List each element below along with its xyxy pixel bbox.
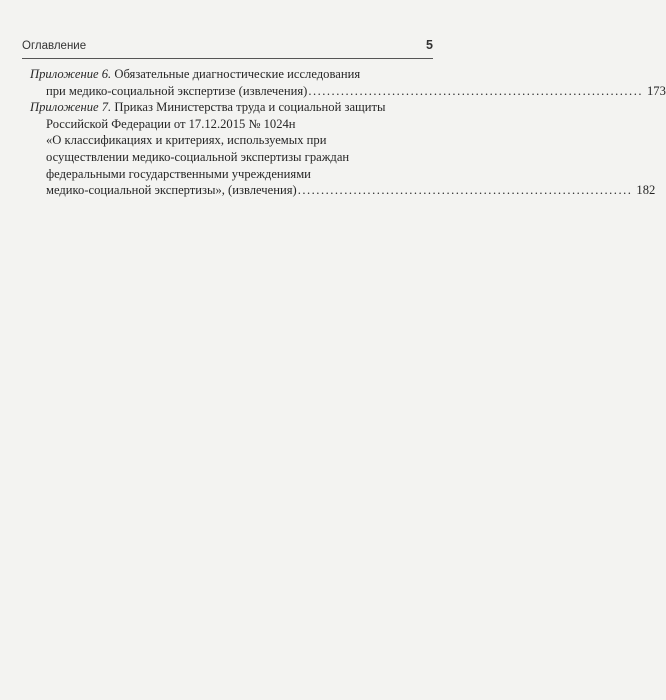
leader-dots: ........................................................................: [297, 183, 633, 198]
toc-page-number: 182: [636, 183, 656, 198]
toc-entry-appendix-6[interactable]: [30, 66, 666, 99]
toc-entry-first-line: [30, 99, 432, 116]
toc-entry-title: Приказ Министерства труда и социальной защиты: [114, 100, 386, 115]
toc-entry-title-line: Российской Федерации от 17.12.2015 № 1024н: [46, 116, 296, 131]
toc-entry-label: Приложение 6.: [30, 67, 112, 81]
toc-entry-appendix-7[interactable]: [30, 99, 656, 199]
toc-entry-title-end: при медико-социальной экспертизе (извлечения): [46, 83, 308, 98]
leader-dots: ........................................................................: [308, 83, 643, 98]
toc-page-number: 173: [647, 83, 666, 98]
table-of-contents: [30, 66, 666, 199]
toc-entry-label: Приложение 7.: [30, 100, 112, 115]
toc-entry-first-line: [30, 66, 432, 83]
toc-entry-last-line: [30, 83, 666, 100]
running-header: [22, 38, 433, 59]
toc-entry-title-line: осуществлении медико-социальной экспертизы граждан: [46, 149, 350, 164]
toc-entry-title-line: «О классификациях и критериях, используемых при: [46, 133, 327, 148]
toc-entry-title: Обязательные диагностические исследования: [114, 67, 361, 81]
page-number: 5: [426, 38, 433, 52]
toc-entry-last-line: [30, 182, 656, 199]
toc-entry-title-end: медико-социальной экспертизы», (извлечения): [46, 183, 297, 198]
toc-entry-title-line: федеральными государственными учреждениями: [46, 166, 311, 181]
header-title: Оглавление: [22, 40, 87, 52]
